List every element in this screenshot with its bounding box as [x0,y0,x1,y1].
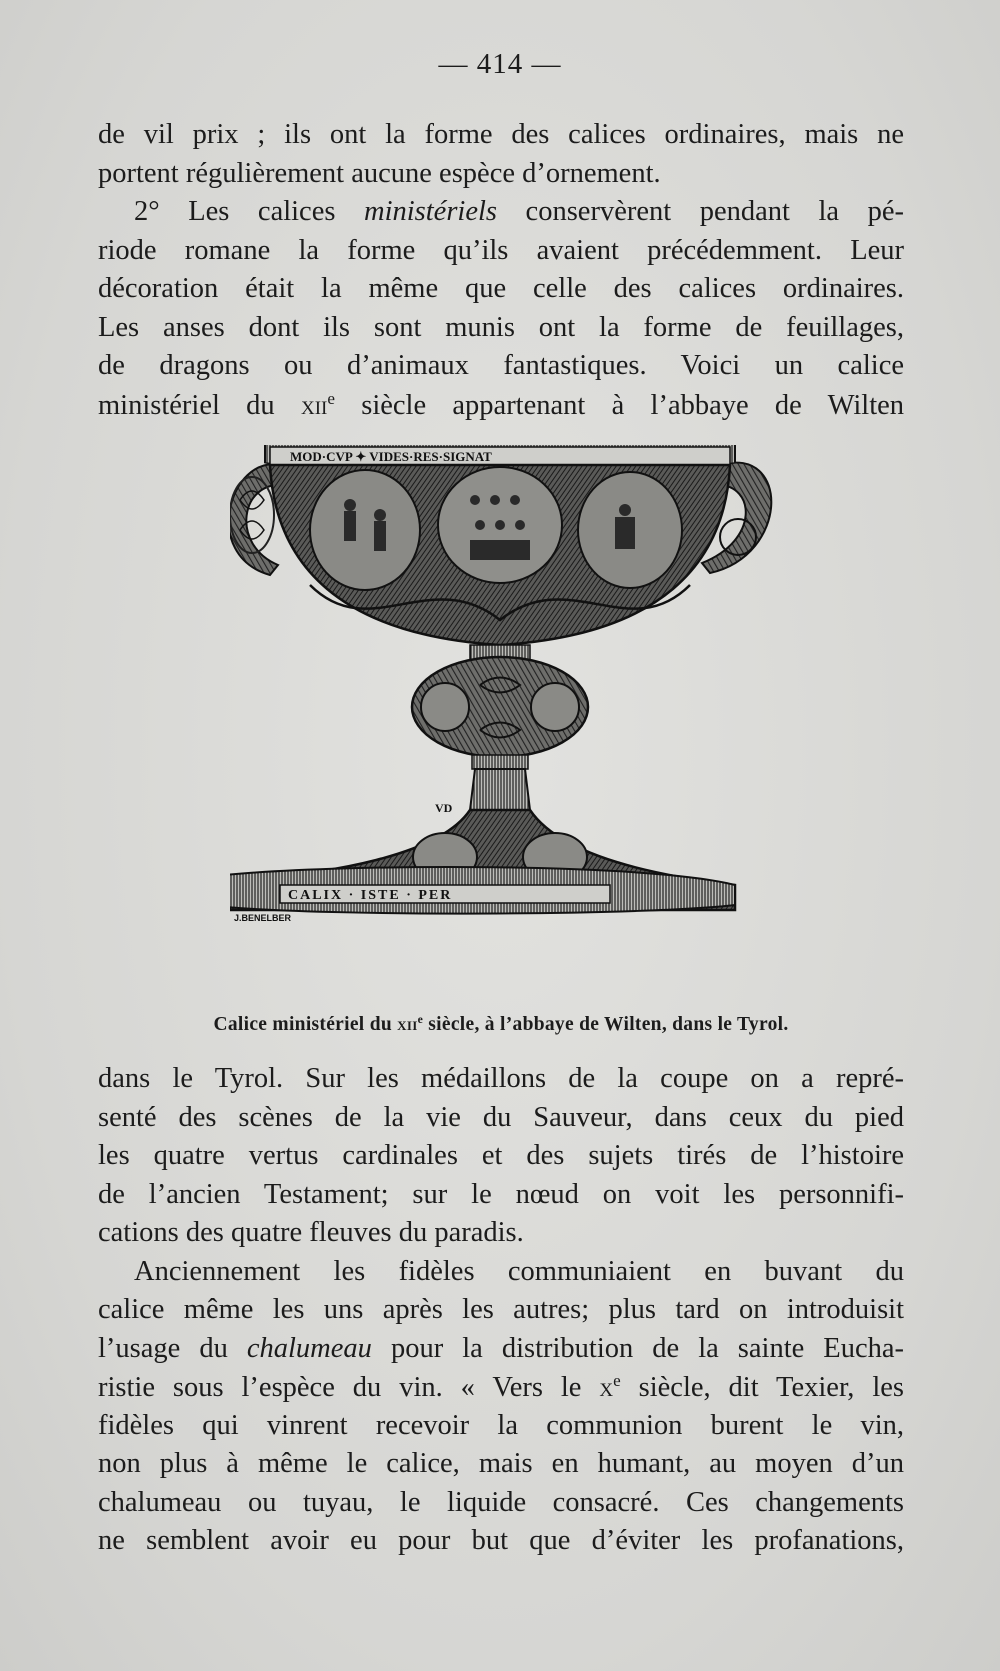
text-line: de vil prix ; ils ont la forme des calices ordinaires, mais ne [98,119,904,150]
text-line: Anciennement les fidèles communiaient en buvant du [134,1255,904,1287]
text-line: l’usage du chalumeau pour la distribution de la sainte Eucha- [98,1332,904,1364]
chalice-engraving-icon [230,445,790,1000]
text-line: cations des quatre fleuves du paradis. [98,1217,524,1248]
text-line: décoration était la même que celle des calices ordinaires. [98,273,904,304]
text-line: non plus à même le calice, mais en humant, au moyen d’un [98,1448,904,1479]
text-line: ristie sous l’espèce du vin. « Vers le $x^e$ siècle, dit Texier, les [98,1370,904,1403]
page-number: — 414 — [438,48,562,80]
paragraph-top [98,116,904,424]
text-line: riode romane la forme qu’ils avaient précédemment. Leur [98,234,904,266]
engraver-mark: J.BENELBER [234,913,292,923]
text-line: Les anses dont ils sont munis ont la forme de feuillages, [98,311,904,343]
text-line: chalumeau ou tuyau, le liquide consacré. Ces changements [98,1486,904,1518]
rim-inscription: MOD·CVP ✦ VIDES·RES·SIGNAT [290,449,492,464]
paragraph-bottom [98,1060,904,1561]
text-line: fidèles qui vinrent recevoir la communion burent le vin, [98,1409,904,1441]
figure-caption: Calice ministériel du xii$^e$ siècle, à l’abbaye de Wilten, dans le Tyrol. [213,1012,789,1035]
text-line: les quatre vertus cardinales et des sujets tirés de l’histoire [98,1140,904,1171]
text-line: de l’ancien Testament; sur le nœud on voit les personnifi- [98,1178,904,1210]
text-line: calice même les uns après les autres; plus tard on introduisit [98,1294,904,1325]
text-line: 2° Les calices ministériels conservèrent pendant la pé- [134,196,904,227]
text-line: dans le Tyrol. Sur les médaillons de la coupe on a repré- [98,1063,904,1094]
text-line: ne semblent avoir eu pour but que d’éviter les profanations, [98,1525,904,1556]
text-line: ministériel du xii$^e$ siècle appartenant à l’abbaye de Wilten [98,388,905,421]
base-inscription: CALIX · ISTE · PER [288,888,453,903]
text-line: de dragons ou d’animaux fantastiques. Voici un calice [98,350,904,381]
text-line: portent régulièrement aucune espèce d’ornement. [98,157,661,189]
italic-term: chalumeau [246,1332,372,1364]
text-line: senté des scènes de la vie du Sauveur, dans ceux du pied [98,1101,904,1133]
stem-inscription: VD [435,801,453,815]
italic-term: ministériels [364,196,497,227]
